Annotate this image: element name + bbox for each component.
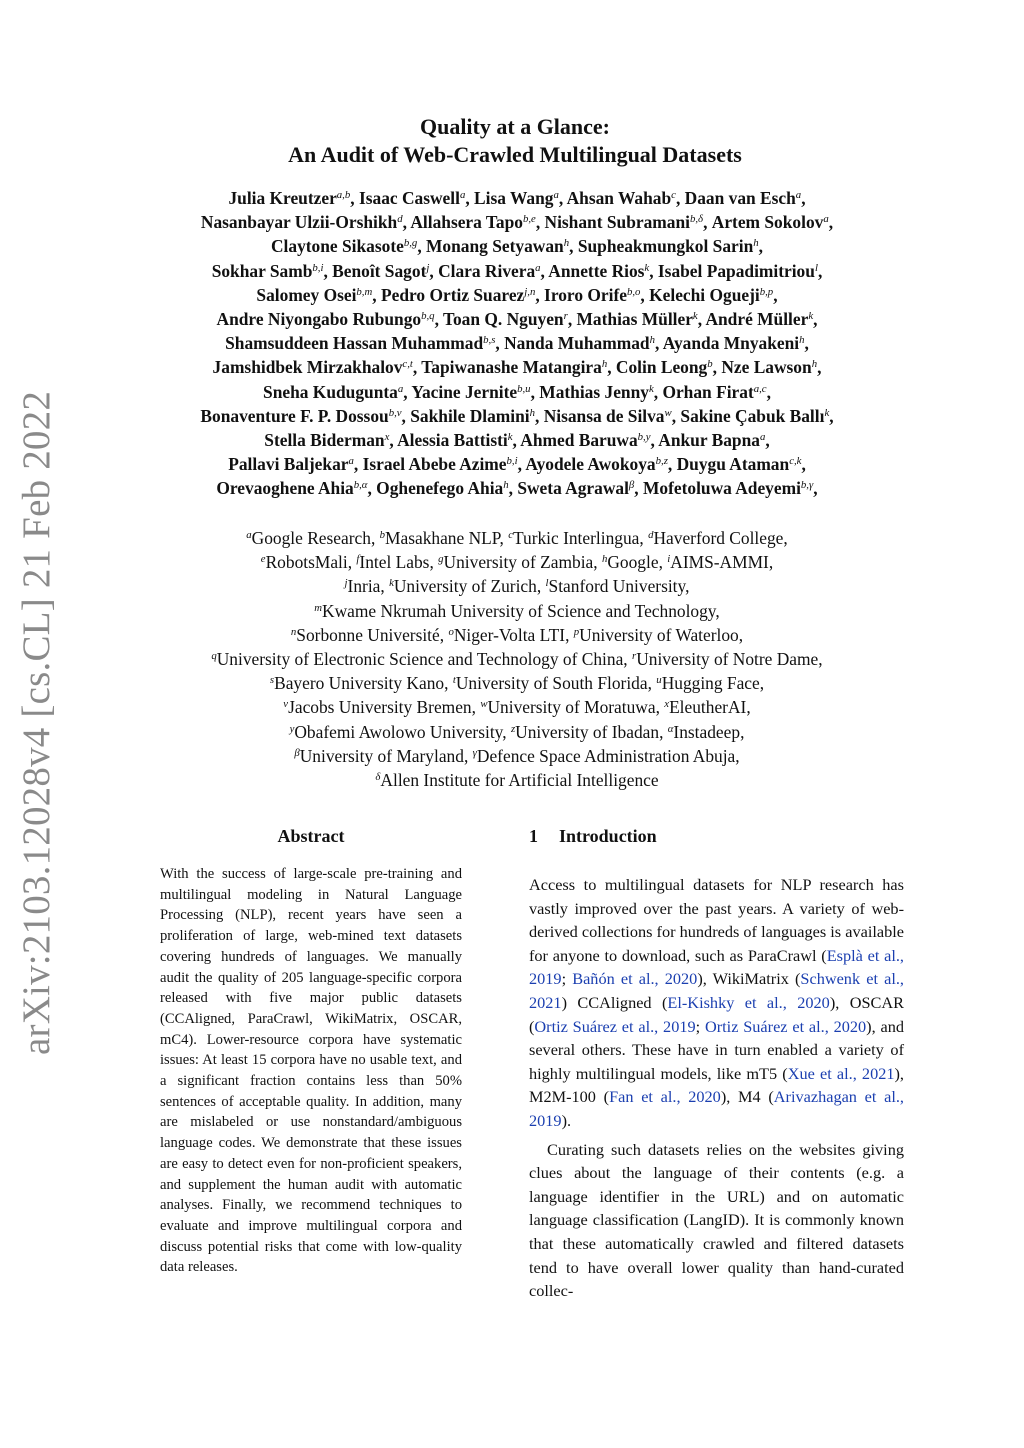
text-segment: ), M4 ( bbox=[720, 1087, 774, 1107]
author-name: Allahsera Tapo bbox=[410, 212, 523, 233]
affiliation-marker: s bbox=[269, 674, 275, 687]
affiliation-name: University of Zambia bbox=[443, 552, 594, 573]
author-affiliation-marker: β bbox=[628, 479, 635, 492]
author-line: Pallavi Baljekar$^a$, Israel Abebe Azime$^{b,i}$, Ayodele Awokoya$^{b,z}$, Duygu Ataman$^{c,k}$, bbox=[228, 454, 806, 475]
author-affiliation-marker: h bbox=[503, 479, 509, 492]
author-name: Iroro Orife bbox=[544, 284, 627, 305]
affiliation-marker: α bbox=[667, 722, 674, 735]
author-affiliation-marker: h bbox=[799, 334, 805, 347]
affiliation-marker: m bbox=[314, 601, 323, 614]
citation-link[interactable]: El-Kishky et al., 2020 bbox=[667, 992, 830, 1012]
author-name: Sakhile Dlamini bbox=[410, 405, 530, 426]
author-affiliation-marker: b bbox=[707, 358, 713, 371]
author-name: Isabel Papadimitriou bbox=[657, 260, 815, 281]
author-affiliation-marker: b,e bbox=[522, 213, 536, 226]
author-line: Shamsuddeen Hassan Muhammad$^{b,s}$, Nanda Muhammad$^h$, Ayanda Mnyakeni$^h$, bbox=[225, 333, 809, 354]
affiliation-line: $^s$Bayero University Kano, $^t$University of South Florida, $^u$Hugging Face, bbox=[269, 673, 765, 694]
author-name: Israel Abebe Azime bbox=[362, 454, 507, 475]
author-affiliation-marker: a bbox=[823, 213, 829, 226]
author-affiliation-marker: a,c bbox=[753, 382, 767, 395]
affiliation-name: Kwame Nkrumah University of Science and Technology bbox=[322, 600, 716, 621]
abstract-heading: Abstract bbox=[277, 826, 345, 846]
author-name: Nasanbayar Ulzii-Orshikh bbox=[200, 212, 398, 233]
author-affiliation-marker: x bbox=[384, 431, 390, 444]
author-name: Nanda Muhammad bbox=[504, 333, 650, 354]
author-name: Ahmed Baruwa bbox=[520, 430, 638, 451]
affiliation-marker: g bbox=[438, 553, 444, 566]
author-affiliation-marker: b,δ bbox=[689, 213, 704, 226]
author-list bbox=[100, 186, 934, 501]
citation-link[interactable]: Arivazhagan et al., 2019 bbox=[529, 1087, 905, 1130]
author-affiliation-marker: c,t bbox=[402, 358, 413, 371]
author-line: Salomey Osei$^{b,m}$, Pedro Ortiz Suarez$^{j,n}$, Iroro Orife$^{b,o}$, Kelechi Ogueji$^{b,p}$, bbox=[256, 284, 778, 305]
section-title: Introduction bbox=[559, 826, 657, 846]
author-name: Nisansa de Silva bbox=[543, 405, 665, 426]
text-segment: ), OSCAR ( bbox=[529, 992, 905, 1036]
author-affiliation-marker: w bbox=[664, 406, 672, 419]
citation-link[interactable]: Esplà et al., 2019 bbox=[529, 945, 905, 989]
affiliation-marker: β bbox=[294, 746, 300, 759]
title-line-2: An Audit of Web-Crawled Multilingual Datasets bbox=[288, 142, 742, 167]
author-affiliation-marker: j,n bbox=[524, 285, 536, 298]
author-affiliation-marker: h bbox=[753, 237, 759, 250]
title-line-1: Quality at a Glance: bbox=[419, 114, 611, 139]
affiliation-marker: v bbox=[283, 698, 289, 711]
affiliation-marker: x bbox=[664, 698, 670, 711]
author-affiliation-marker: b,α bbox=[353, 479, 368, 492]
affiliation-marker: i bbox=[667, 553, 671, 566]
author-line: Julia Kreutzer$^{a,b}$, Isaac Caswell$^a$, Lisa Wang$^a$, Ahsan Wahab$^c$, Daan van Esch$^a$, bbox=[228, 188, 806, 208]
author-line: Jamshidbek Mirzakhalov$^{c,t}$, Tapiwanashe Matangira$^h$, Colin Leong$^b$, Nze Lawson$^h$, bbox=[212, 357, 822, 378]
author-name: Pedro Ortiz Suarez bbox=[380, 284, 525, 305]
citation-link[interactable]: Ortiz Suárez et al., 2020 bbox=[704, 1016, 867, 1036]
affiliation-name: AIMS-AMMI bbox=[670, 552, 769, 573]
affiliation-name: RobotsMali bbox=[265, 552, 348, 573]
affiliation-marker: y bbox=[289, 722, 295, 735]
author-name: Kelechi Ogueji bbox=[649, 284, 760, 305]
affiliation-line: $^a$Google Research, $^b$Masakhane NLP, $^c$Turkic Interlingua, $^d$Haverford College, bbox=[246, 528, 788, 548]
affiliation-marker: h bbox=[601, 553, 608, 566]
paper-title bbox=[100, 113, 930, 169]
affiliation-name: Sorbonne Université bbox=[296, 624, 440, 645]
affiliation-marker: p bbox=[573, 625, 580, 638]
text-segment: Curating such datasets relies on the websites giving clues about the language of their contents (e.g. a language identifier in the URL) and on automatic language classification (LangID). It is commonly known that these automatically crawled and filtered datasets tend to have overall lower quality than hand-curated collec- bbox=[529, 1139, 904, 1301]
paragraph bbox=[529, 873, 904, 1133]
text-segment: ). bbox=[561, 1110, 572, 1130]
author-name: Tapiwanashe Matangira bbox=[421, 357, 602, 378]
affiliation-line: $^\beta$University of Maryland, $^\gamma$Defence Space Administration Abuja, bbox=[294, 745, 740, 766]
author-affiliation-marker: a bbox=[795, 189, 802, 202]
author-name: Claytone Sikasote bbox=[270, 236, 404, 257]
author-line: Andre Niyongabo Rubungo$^{b,q}$, Toan Q. Nguyen$^r$, Mathias Müller$^k$, André Müller$^k$, bbox=[216, 309, 818, 330]
author-affiliation-marker: b,u bbox=[517, 382, 531, 395]
citation-link[interactable]: Ortiz Suárez et al., 2019 bbox=[534, 1016, 696, 1036]
affiliation-marker: d bbox=[648, 529, 654, 542]
affiliation-marker: a bbox=[246, 529, 252, 542]
affiliation-name: Jacobs University Bremen bbox=[288, 697, 472, 718]
author-name: Monang Setyawan bbox=[426, 236, 564, 257]
author-name: André Müller bbox=[705, 309, 809, 330]
author-name: Sokhar Samb bbox=[211, 260, 313, 281]
affiliation-name: University of South Florida bbox=[455, 673, 648, 694]
author-name: Jamshidbek Mirzakhalov bbox=[212, 357, 403, 378]
text-segment: ) CCAligned ( bbox=[561, 992, 668, 1012]
text-segment: ), WikiMatrix ( bbox=[697, 969, 801, 989]
author-name: Yacine Jernite bbox=[411, 381, 518, 402]
author-name: Stella Biderman bbox=[264, 430, 385, 451]
affiliation-list bbox=[100, 526, 934, 792]
author-name: Shamsuddeen Hassan Muhammad bbox=[225, 333, 484, 354]
affiliation-name: Allen Institute for Artificial Intelligence bbox=[380, 770, 659, 791]
affiliation-line: $^v$Jacobs University Bremen, $^w$University of Moratuwa, $^x$EleutherAI, bbox=[283, 697, 751, 718]
abstract-text: With the success of large-scale pre-training and multilingual modeling in Natural Language Processing (NLP), recent years have seen a proliferation of large, web-mined text datasets covering hundreds of languages. We manually audit the quality of 205 language-specific corpora released with five major public datasets (CCAligned, ParaCrawl, WikiMatrix, OSCAR, mC4). Lower-resource corpora have systematic issues: At least 15 corpora have no usable text, and a significant fraction contains less than 50% sentences of acceptable quality. In addition, many are mislabeled or use nonstandard/ambiguous language codes. We demonstrate that these issues are easy to detect even for non-proficient speakers, and supplement the human audit with automatic analyses. Finally, we recommend techniques to evaluate and improve multilingual corpora and discuss potential risks that come with low-quality data releases. bbox=[160, 866, 462, 1276]
affiliation-name: University of Zurich bbox=[393, 576, 537, 597]
author-name: Duygu Ataman bbox=[676, 454, 790, 475]
affiliation-line: $^n$Sorbonne Université, $^o$Niger-Volta LTI, $^p$University of Waterloo, bbox=[290, 624, 744, 645]
author-affiliation-marker: l bbox=[814, 261, 818, 274]
author-name: Orhan Firat bbox=[662, 381, 754, 402]
citation-link[interactable]: Fan et al., 2020 bbox=[609, 1087, 721, 1107]
affiliation-line: $^e$RobotsMali, $^f$Intel Labs, $^g$University of Zambia, $^h$Google, $^i$AIMS-AMMI, bbox=[260, 552, 774, 573]
arxiv-identifier: arXiv:2103.12028v4 [cs.CL] 21 Feb 2022 bbox=[15, 390, 58, 1055]
author-name: Sweta Agrawal bbox=[517, 478, 629, 499]
text-segment: ), and several others. These have in turn enabled a variety of highly multilingual models, like mT5 ( bbox=[529, 1016, 904, 1083]
affiliation-name: Stanford University bbox=[548, 576, 686, 597]
affiliation-name: University of Waterloo bbox=[579, 624, 739, 645]
affiliation-name: Defence Space Administration Abuja bbox=[476, 745, 736, 766]
affiliation-marker: c bbox=[508, 529, 513, 542]
affiliation-marker: n bbox=[290, 625, 297, 638]
author-line: Orevaoghene Ahia$^{b,\alpha}$, Oghenefego Ahia$^h$, Sweta Agrawal$^\beta$, Mofetoluwa Adeyemi$^{b,\gamma}$, bbox=[216, 478, 818, 499]
author-affiliation-marker: a,b bbox=[336, 189, 351, 202]
introduction-heading bbox=[529, 826, 657, 847]
author-affiliation-marker: k bbox=[824, 406, 830, 419]
paragraph bbox=[529, 1138, 904, 1303]
affiliation-name: University of Maryland bbox=[299, 745, 464, 766]
author-affiliation-marker: d bbox=[397, 213, 403, 226]
author-name: Andre Niyongabo Rubungo bbox=[216, 309, 422, 330]
author-name: Nishant Subramani bbox=[544, 212, 690, 233]
affiliation-marker: γ bbox=[472, 746, 477, 759]
author-name: Supheakmungkol Sarin bbox=[577, 236, 754, 257]
author-name: Orevaoghene Ahia bbox=[216, 478, 354, 499]
text-segment: ; bbox=[695, 1016, 705, 1036]
affiliation-name: Inria bbox=[347, 576, 381, 597]
affiliation-name: Masakhane NLP bbox=[385, 528, 500, 548]
affiliation-marker: e bbox=[260, 553, 266, 566]
citation-link[interactable]: Xue et al., 2021 bbox=[787, 1063, 895, 1083]
author-affiliation-marker: b,i bbox=[506, 455, 518, 468]
affiliation-name: University of Electronic Science and Technology of China bbox=[216, 649, 624, 670]
author-line: Claytone Sikasote$^{b,g}$, Monang Setyawan$^h$, Supheakmungkol Sarin$^h$, bbox=[270, 236, 763, 257]
affiliation-marker: δ bbox=[375, 771, 381, 784]
text-segment: ), M2M-100 ( bbox=[529, 1063, 904, 1107]
author-affiliation-marker: k bbox=[644, 261, 650, 274]
author-name: Oghenefego Ahia bbox=[376, 478, 504, 499]
affiliation-line bbox=[100, 768, 934, 792]
affiliation-marker: r bbox=[632, 650, 637, 663]
author-affiliation-marker: h bbox=[529, 406, 535, 419]
affiliation-name: Google Research bbox=[251, 528, 371, 548]
author-affiliation-marker: a bbox=[397, 382, 404, 395]
affiliation-line: $^y$Obafemi Awolowo University, $^z$University of Ibadan, $^\alpha$Instadeep, bbox=[289, 721, 745, 742]
author-affiliation-marker: b,y bbox=[637, 431, 651, 444]
author-line: Nasanbayar Ulzii-Orshikh$^d$, Allahsera Tapo$^{b,e}$, Nishant Subramani$^{b,\delta}$, Artem Sokolov$^a$, bbox=[200, 212, 834, 233]
affiliation-marker: j bbox=[344, 577, 348, 590]
author-affiliation-marker: a bbox=[348, 455, 354, 468]
author-affiliation-marker: a bbox=[759, 431, 766, 444]
author-name: Ankur Bapna bbox=[658, 430, 760, 451]
author-affiliation-marker: b,γ bbox=[800, 479, 814, 492]
author-name: Mathias Jenny bbox=[539, 381, 649, 402]
affiliation-marker: l bbox=[545, 577, 549, 590]
affiliation-name: University of Ibadan bbox=[515, 721, 660, 742]
author-affiliation-marker: b,s bbox=[483, 334, 496, 347]
author-line: Sneha Kudugunta$^a$, Yacine Jernite$^{b,u}$, Mathias Jenny$^k$, Orhan Firat$^{a,c}$, bbox=[263, 381, 771, 402]
author-affiliation-marker: b,i bbox=[312, 261, 324, 274]
author-affiliation-marker: b,p bbox=[759, 285, 774, 298]
affiliation-name: Intel Labs bbox=[359, 552, 430, 573]
text-segment: Access to multilingual datasets for NLP research has vastly improved over the past years. A variety of web-derived collections for hundreds of languages is available for anyone to download, such as ParaCrawl ( bbox=[529, 875, 904, 965]
author-name: Pallavi Baljekar bbox=[228, 454, 349, 475]
author-affiliation-marker: c bbox=[671, 189, 676, 202]
author-name: Salomey Osei bbox=[256, 284, 357, 305]
author-affiliation-marker: b,q bbox=[421, 310, 435, 323]
author-line: Stella Biderman$^x$, Alessia Battisti$^k$, Ahmed Baruwa$^{b,y}$, Ankur Bapna$^a$, bbox=[264, 430, 770, 451]
affiliation-name: University of Notre Dame bbox=[636, 649, 819, 670]
author-affiliation-marker: h bbox=[563, 237, 570, 250]
author-affiliation-marker: j bbox=[426, 261, 430, 274]
author-name: Benoît Sagot bbox=[332, 260, 427, 281]
author-affiliation-marker: h bbox=[811, 358, 818, 371]
affiliation-marker: f bbox=[356, 553, 360, 566]
author-name: Bonaventure F. P. Dossou bbox=[200, 405, 389, 426]
author-affiliation-marker: k bbox=[692, 310, 698, 323]
affiliation-name: Instadeep bbox=[673, 721, 741, 742]
author-name: Alessia Battisti bbox=[397, 430, 508, 451]
affiliation-name: Hugging Face bbox=[661, 673, 760, 694]
affiliation-marker: t bbox=[452, 674, 456, 687]
affiliation-line: $^q$University of Electronic Science and Technology of China, $^r$University of Notre Dame, bbox=[211, 649, 823, 670]
author-affiliation-marker: r bbox=[563, 310, 568, 323]
affiliation-marker: w bbox=[480, 698, 488, 711]
affiliation-marker: k bbox=[389, 577, 394, 590]
citation-link[interactable]: Schwenk et al., 2021 bbox=[529, 969, 904, 1012]
section-number: 1 bbox=[529, 826, 538, 846]
author-affiliation-marker: h bbox=[601, 358, 608, 371]
author-affiliation-marker: b,m bbox=[356, 285, 373, 298]
affiliation-name: EleutherAI bbox=[669, 697, 747, 718]
affiliation-name: Turkic Interlingua bbox=[512, 528, 640, 548]
affiliation-name: University of Moratuwa bbox=[487, 697, 656, 718]
author-affiliation-marker: k bbox=[808, 310, 814, 323]
author-affiliation-marker: b,z bbox=[655, 455, 668, 468]
affiliation-name: Haverford College bbox=[653, 528, 784, 548]
author-name: Ahsan Wahab bbox=[566, 188, 672, 208]
author-name: Julia Kreutzer bbox=[228, 188, 337, 208]
author-name: Toan Q. Nguyen bbox=[442, 309, 564, 330]
author-name: Nze Lawson bbox=[721, 357, 812, 378]
author-affiliation-marker: a bbox=[459, 189, 466, 202]
author-affiliation-marker: b,g bbox=[403, 237, 418, 250]
author-affiliation-marker: a bbox=[535, 261, 541, 274]
introduction-text bbox=[529, 873, 904, 1308]
affiliation-marker: o bbox=[448, 625, 454, 638]
affiliation-name: Niger-Volta LTI bbox=[453, 624, 566, 645]
author-name: Lisa Wang bbox=[474, 188, 554, 208]
author-affiliation-marker: a bbox=[553, 189, 559, 202]
author-line: Bonaventure F. P. Dossou$^{b,v}$, Sakhile Dlamini$^h$, Nisansa de Silva$^w$, Sakine Çabuk Ballı$^k$, bbox=[200, 405, 834, 426]
citation-link[interactable]: Bañón et al., 2020 bbox=[572, 969, 698, 989]
affiliation-marker: q bbox=[211, 650, 217, 663]
author-affiliation-marker: b,v bbox=[388, 406, 402, 419]
author-name: Annette Rios bbox=[548, 260, 645, 281]
author-name: Ayodele Awokoya bbox=[525, 454, 656, 475]
author-affiliation-marker: k bbox=[507, 431, 513, 444]
author-name: Daan van Esch bbox=[684, 188, 796, 208]
affiliation-marker: u bbox=[656, 674, 662, 687]
author-name: Ayanda Mnyakeni bbox=[662, 333, 800, 354]
text-segment: ; bbox=[561, 969, 573, 989]
author-affiliation-marker: k bbox=[648, 382, 654, 395]
author-name: Clara Rivera bbox=[438, 260, 536, 281]
affiliation-name: Obafemi Awolowo University bbox=[294, 721, 503, 742]
author-name: Mofetoluwa Adeyemi bbox=[642, 478, 801, 499]
affiliation-name: Google bbox=[607, 552, 659, 573]
author-affiliation-marker: c,k bbox=[789, 455, 802, 468]
author-line: Sokhar Samb$^{b,i}$, Benoît Sagot$^j$, Clara Rivera$^a$, Annette Rios$^k$, Isabel Papadimitriou$^l$, bbox=[211, 260, 823, 281]
affiliation-marker: z bbox=[510, 722, 516, 735]
affiliation-line: $^m$Kwame Nkrumah University of Science and Technology, bbox=[314, 600, 720, 621]
author-name: Sneha Kudugunta bbox=[263, 381, 398, 402]
author-name: Sakine Çabuk Ballı bbox=[680, 405, 825, 426]
affiliation-marker: b bbox=[379, 529, 386, 542]
author-name: Colin Leong bbox=[615, 357, 708, 378]
affiliation-name: Bayero University Kano bbox=[274, 673, 445, 694]
author-affiliation-marker: b,o bbox=[626, 285, 641, 298]
affiliation-line: $^j$Inria, $^k$University of Zurich, $^l$Stanford University, bbox=[344, 576, 690, 597]
author-affiliation-marker: h bbox=[649, 334, 655, 347]
author-name: Mathias Müller bbox=[576, 309, 693, 330]
author-name: Artem Sokolov bbox=[711, 212, 824, 233]
author-name: Isaac Caswell bbox=[358, 188, 460, 208]
